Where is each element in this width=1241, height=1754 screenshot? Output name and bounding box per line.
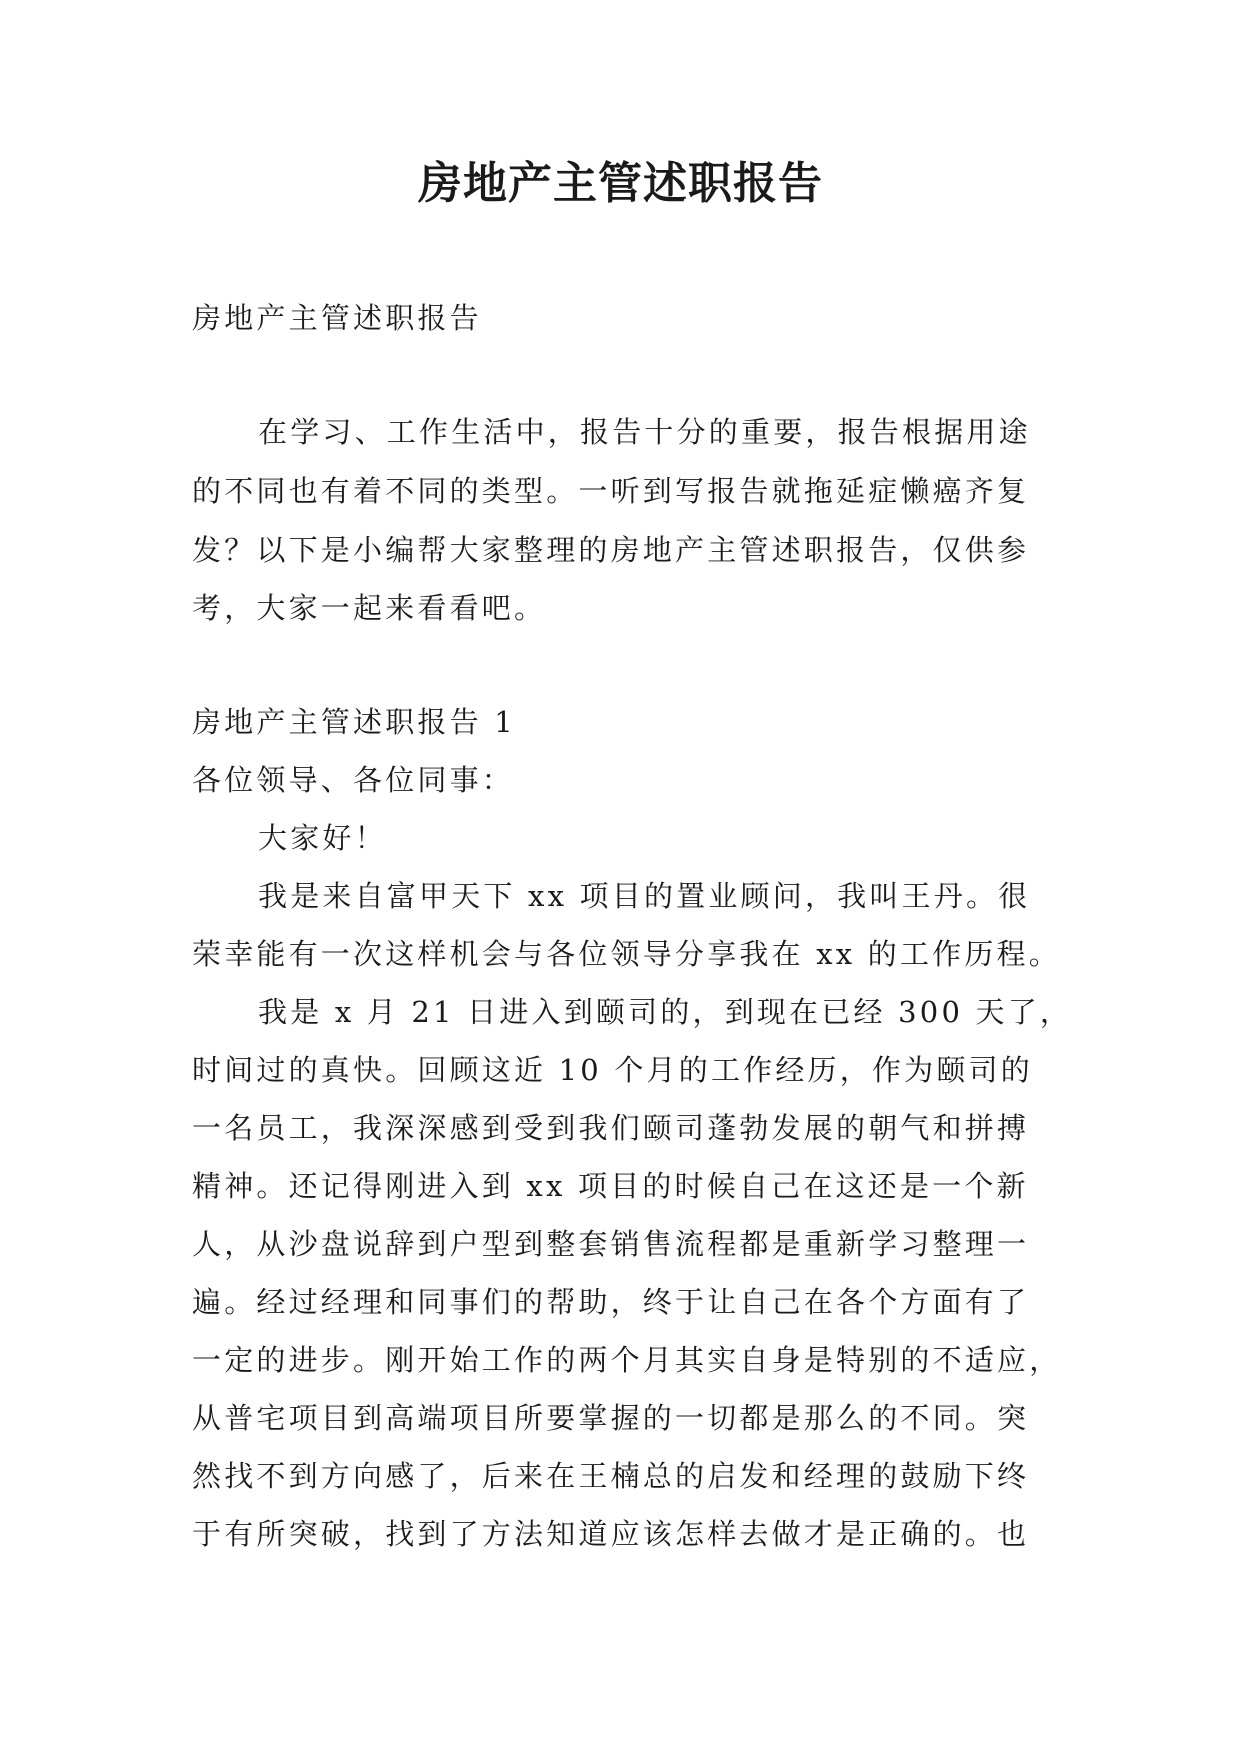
intro-line-4: 考，大家一起来看看吧。 bbox=[192, 591, 547, 625]
document-title: 房地产主管述职报告 bbox=[418, 158, 823, 209]
para1-line-2: 荣幸能有一次这样机会与各位领导分享我在 xx 的工作历程。 bbox=[192, 937, 1061, 971]
para2-line-3: 一名员工，我深深感到受到我们颐司蓬勃发展的朝气和拼搏 bbox=[192, 1111, 1030, 1145]
para2-line-4: 精神。还记得刚进入到 xx 项目的时候自己在这还是一个新 bbox=[192, 1169, 1029, 1203]
para1-line-1: 我是来自富甲天下 xx 项目的置业顾问，我叫王丹。很 bbox=[258, 879, 1031, 913]
para2-line-8: 从普宅项目到高端项目所要掌握的一切都是那么的不同。突 bbox=[192, 1401, 1030, 1435]
greeting: 大家好！ bbox=[258, 821, 387, 855]
para2-line-10: 于有所突破，找到了方法知道应该怎样去做才是正确的。也 bbox=[192, 1517, 1030, 1551]
intro-line-2: 的不同也有着不同的类型。一听到写报告就拖延症懒癌齐复 bbox=[192, 474, 1030, 508]
para2-line-5: 人，从沙盘说辞到户型到整套销售流程都是重新学习整理一 bbox=[192, 1227, 1030, 1261]
document-subtitle: 房地产主管述职报告 bbox=[192, 301, 482, 335]
para2-line-1: 我是 x 月 21 日进入到颐司的，到现在已经 300 天了， bbox=[258, 995, 1073, 1029]
para2-line-2: 时间过的真快。回顾这近 10 个月的工作经历，作为颐司的 bbox=[192, 1053, 1033, 1087]
para2-line-9: 然找不到方向感了，后来在王楠总的启发和经理的鼓励下终 bbox=[192, 1459, 1030, 1493]
salutation: 各位领导、各位同事： bbox=[192, 763, 515, 797]
intro-line-3: 发？以下是小编帮大家整理的房地产主管述职报告，仅供参 bbox=[192, 533, 1030, 567]
para2-line-6: 遍。经过经理和同事们的帮助，终于让自己在各个方面有了 bbox=[192, 1285, 1030, 1319]
para2-line-7: 一定的进步。刚开始工作的两个月其实自身是特别的不适应， bbox=[192, 1343, 1062, 1377]
intro-line-1: 在学习、工作生活中，报告十分的重要，报告根据用途 bbox=[258, 415, 1031, 449]
section-heading: 房地产主管述职报告 1 bbox=[192, 705, 516, 739]
